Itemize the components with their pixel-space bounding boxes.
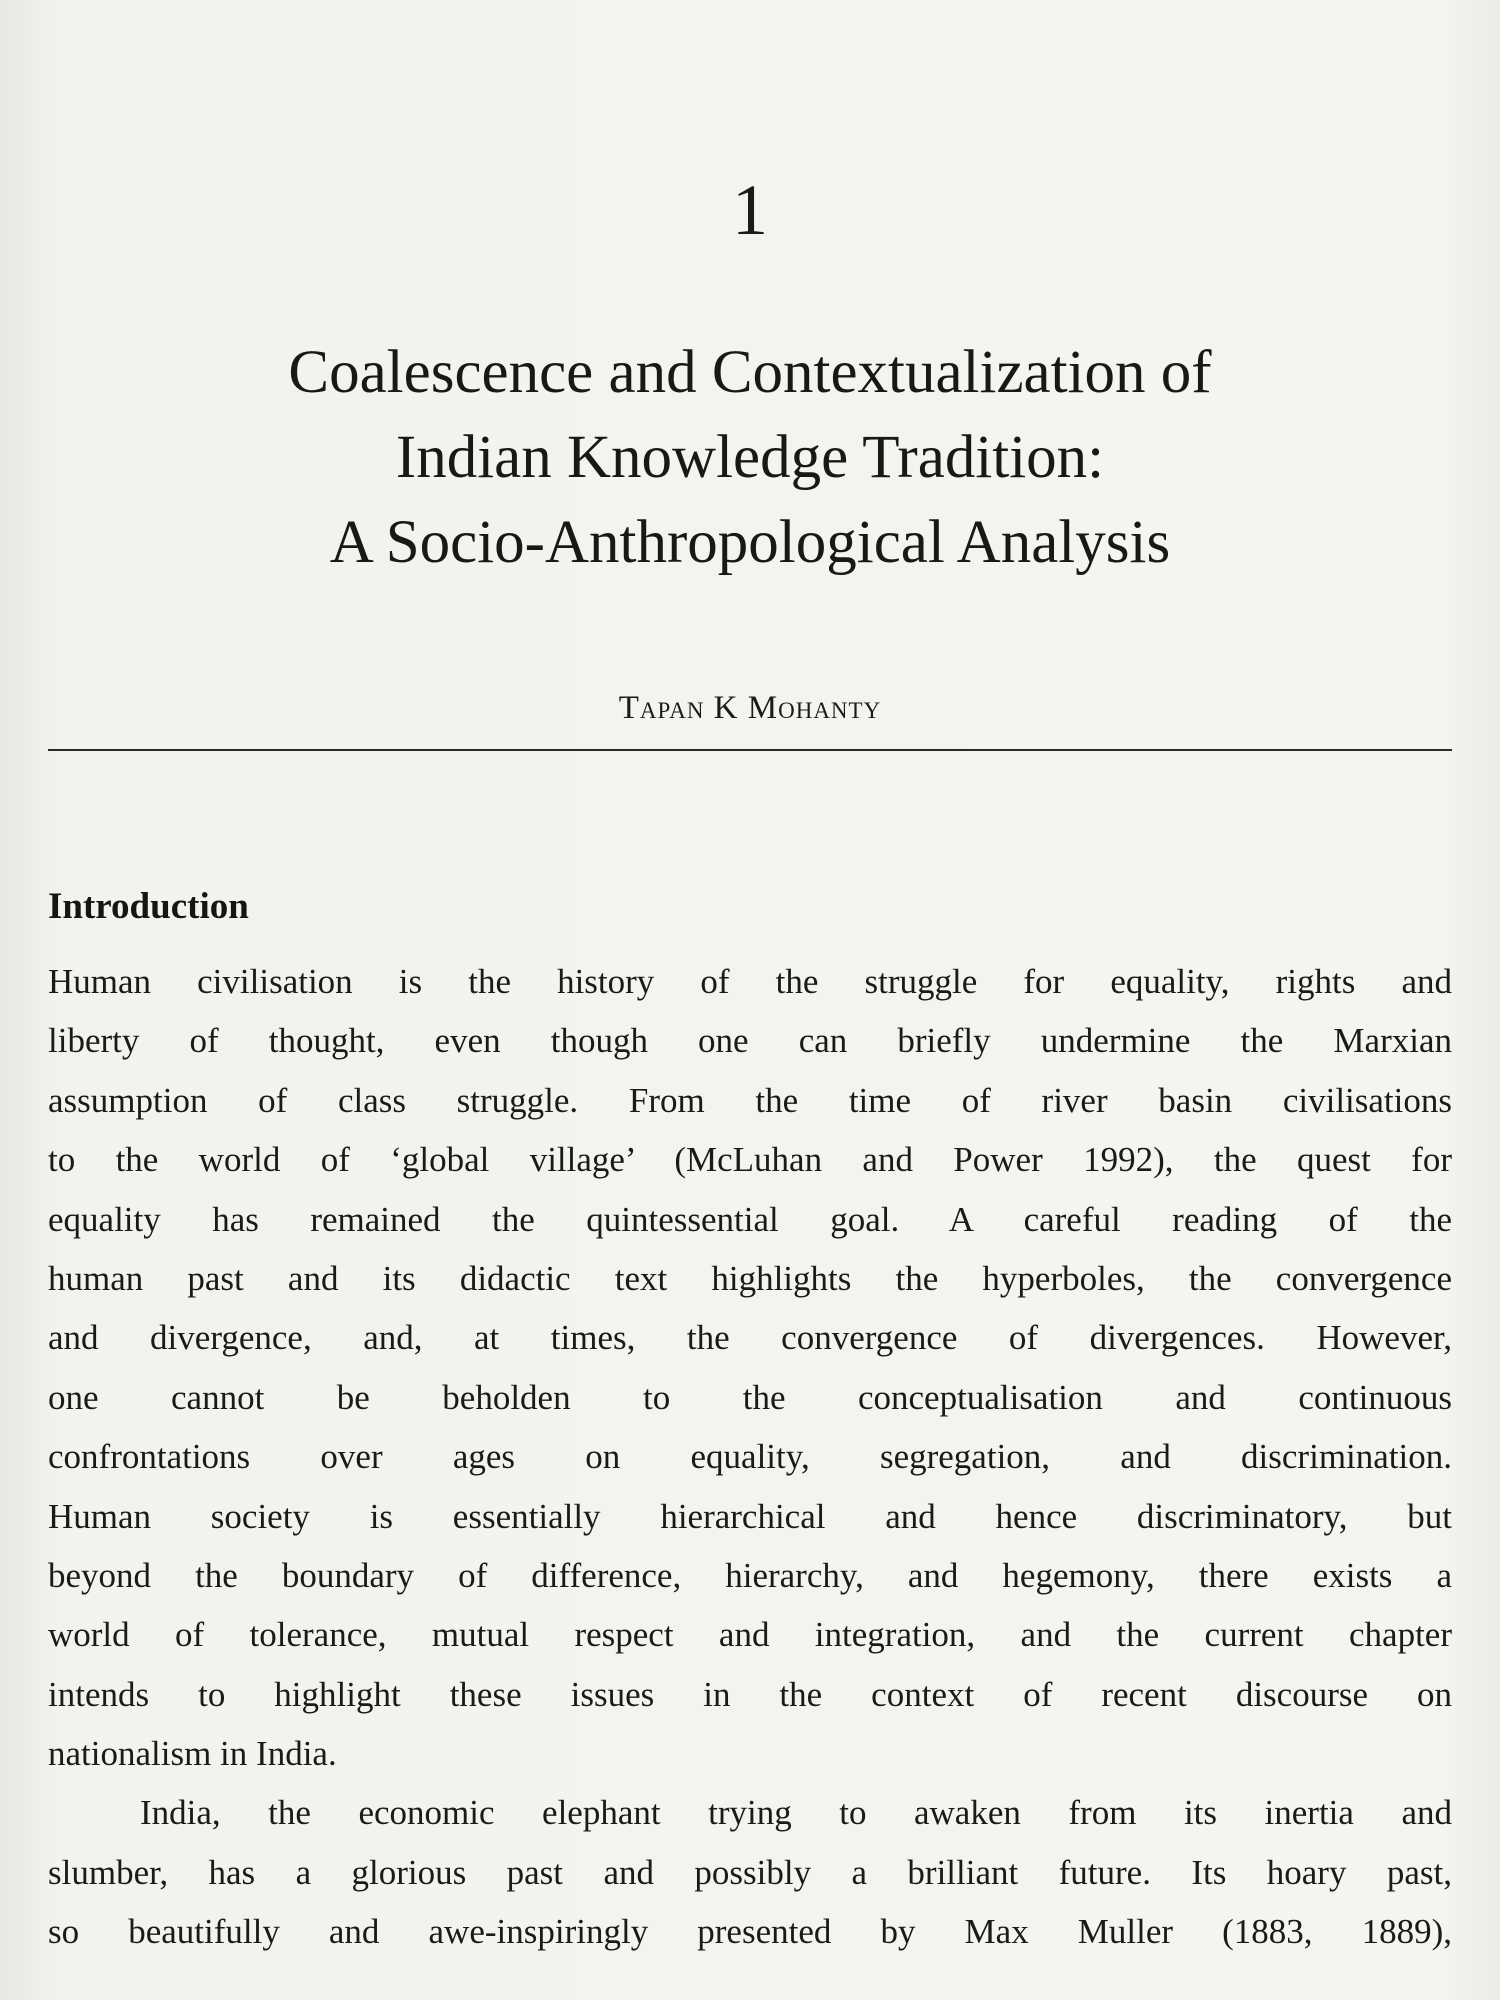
text-line: one cannot be beholden to the conceptualisation and continuous [48, 1377, 1452, 1417]
text-line: beyond the boundary of difference, hierarchy, and hegemony, there exists a [48, 1555, 1452, 1595]
text-line: intends to highlight these issues in the context of recent discourse on [48, 1674, 1452, 1714]
author-name: Tapan K Mohanty [618, 690, 882, 726]
text-line: Human civilisation is the history of the struggle for equality, rights and [48, 962, 1452, 1001]
text-line: nationalism in India. [48, 1734, 337, 1774]
body-text [48, 952, 1452, 1962]
text-line: human past and its didactic text highlights the hyperboles, the convergence [48, 1258, 1452, 1298]
title-divider [48, 749, 1452, 751]
text-line: and divergence, and, at times, the convergence of divergences. However, [48, 1318, 1452, 1358]
text-line: so beautifully and awe-inspiringly presented by Max Muller (1883, 1889), [48, 1912, 1452, 1952]
chapter-number: 1 [732, 170, 768, 250]
section-heading: Introduction [48, 886, 249, 927]
chapter-title-line: A Socio-Anthropological Analysis [329, 509, 1171, 576]
text-line: slumber, has a glorious past and possibly a brilliant future. Its hoary past, [48, 1852, 1452, 1892]
chapter-title-line: Indian Knowledge Tradition: [395, 424, 1105, 491]
chapter-title-line: Coalescence and Contextualization of [288, 339, 1212, 406]
chapter-title [100, 330, 1400, 585]
text-line: assumption of class struggle. From the time of river basin civilisations [48, 1080, 1452, 1120]
text-line: to the world of ‘global village’ (McLuhan and Power 1992), the quest for [48, 1140, 1452, 1180]
text-line: confrontations over ages on equality, segregation, and discrimination. [48, 1437, 1452, 1477]
text-line: liberty of thought, even though one can briefly undermine the Marxian [48, 1021, 1452, 1061]
text-line: Human society is essentially hierarchical and hence discriminatory, but [48, 1496, 1452, 1536]
text-line: world of tolerance, mutual respect and integration, and the current chapter [48, 1615, 1452, 1655]
text-line: equality has remained the quintessential goal. A careful reading of the [48, 1199, 1452, 1239]
text-line: India, the economic elephant trying to awaken from its inertia and [140, 1793, 1452, 1833]
